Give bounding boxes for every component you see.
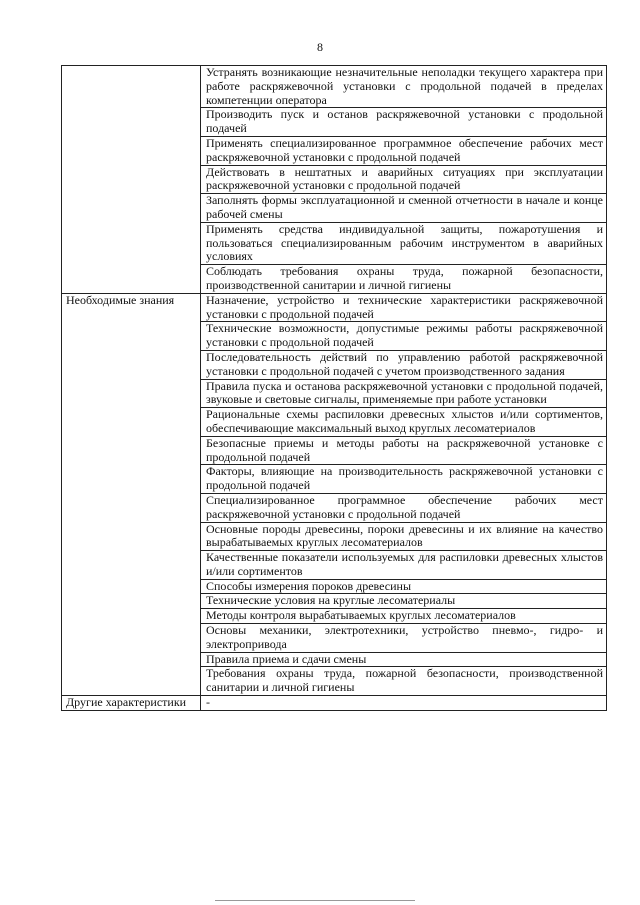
skill-item: Устранять возникающие незначительные неполадки текущего характера при работе раскряжевочной установки с продольной подачей в пределах компетенции оператора	[201, 66, 607, 108]
skill-item: Применять специализированное программное обеспечение рабочих мест раскряжевочной установки с продольной подачей	[201, 136, 607, 165]
knowledge-item: Рациональные схемы распиловки древесных хлыстов и/или сортиментов, обеспечивающие максимальный выход круглых лесоматериалов	[201, 408, 607, 437]
knowledge-item: Основные породы древесины, пороки древесины и их влияние на качество вырабатываемых круглых лесоматериалов	[201, 522, 607, 551]
knowledge-item: Способы измерения пороков древесины	[201, 579, 607, 594]
knowledge-item: Безопасные приемы и методы работы на раскряжевочной установке с продольной подачей	[201, 436, 607, 465]
knowledge-item: Технические возможности, допустимые режимы работы раскряжевочной установки с продольной подачей	[201, 322, 607, 351]
skill-item: Соблюдать требования охраны труда, пожарной безопасности, производственной санитарии и личной гигиены	[201, 265, 607, 294]
knowledge-item: Требования охраны труда, пожарной безопасности, производственной санитарии и личной гигиены	[201, 667, 607, 696]
section-label-knowledge: Необходимые знания	[62, 293, 201, 695]
skill-item: Действовать в нештатных и аварийных ситуациях при эксплуатации раскряжевочной установки с продольной подачей	[201, 165, 607, 194]
knowledge-item: Методы контроля вырабатываемых круглых лесоматериалов	[201, 609, 607, 624]
skill-item: Заполнять формы эксплуатационной и сменной отчетности в начале и конце рабочей смены	[201, 194, 607, 223]
knowledge-item: Правила пуска и останова раскряжевочной установки с продольной подачей, звуковые и световые сигналы, применяемые при работе установки	[201, 379, 607, 408]
section-label-other: Другие характеристики	[62, 696, 201, 711]
page-number: 8	[317, 40, 323, 54]
table-row	[62, 66, 607, 108]
knowledge-item: Качественные показатели используемых для распиловки древесных хлыстов и/или сортиментов	[201, 551, 607, 580]
requirements-table	[61, 65, 607, 711]
knowledge-item: Факторы, влияющие на производительность раскряжевочной установки с продольной подачей	[201, 465, 607, 494]
knowledge-item: Последовательность действий по управлению работой раскряжевочной установки с продольной подачей с учетом производственного задания	[201, 350, 607, 379]
table-row	[62, 293, 607, 322]
skill-item: Производить пуск и останов раскряжевочной установки с продольной подачей	[201, 108, 607, 137]
section-label-skills	[62, 66, 201, 294]
skill-item: Применять средства индивидуальной защиты, пожаротушения и пользоваться специализированным рабочим инструментом в аварийных условиях	[201, 222, 607, 264]
table-row	[62, 696, 607, 711]
knowledge-item: Правила приема и сдачи смены	[201, 652, 607, 667]
knowledge-item: Основы механики, электротехники, устройство пневмо-, гидро- и электропривода	[201, 624, 607, 653]
knowledge-item: Назначение, устройство и технические характеристики раскряжевочной установки с продольной подачей	[201, 293, 607, 322]
knowledge-item: Технические условия на круглые лесоматериалы	[201, 594, 607, 609]
knowledge-item: Специализированное программное обеспечение рабочих мест раскряжевочной установки с продольной подачей	[201, 493, 607, 522]
scan-bottom-line	[215, 900, 415, 901]
other-value: -	[201, 696, 607, 711]
